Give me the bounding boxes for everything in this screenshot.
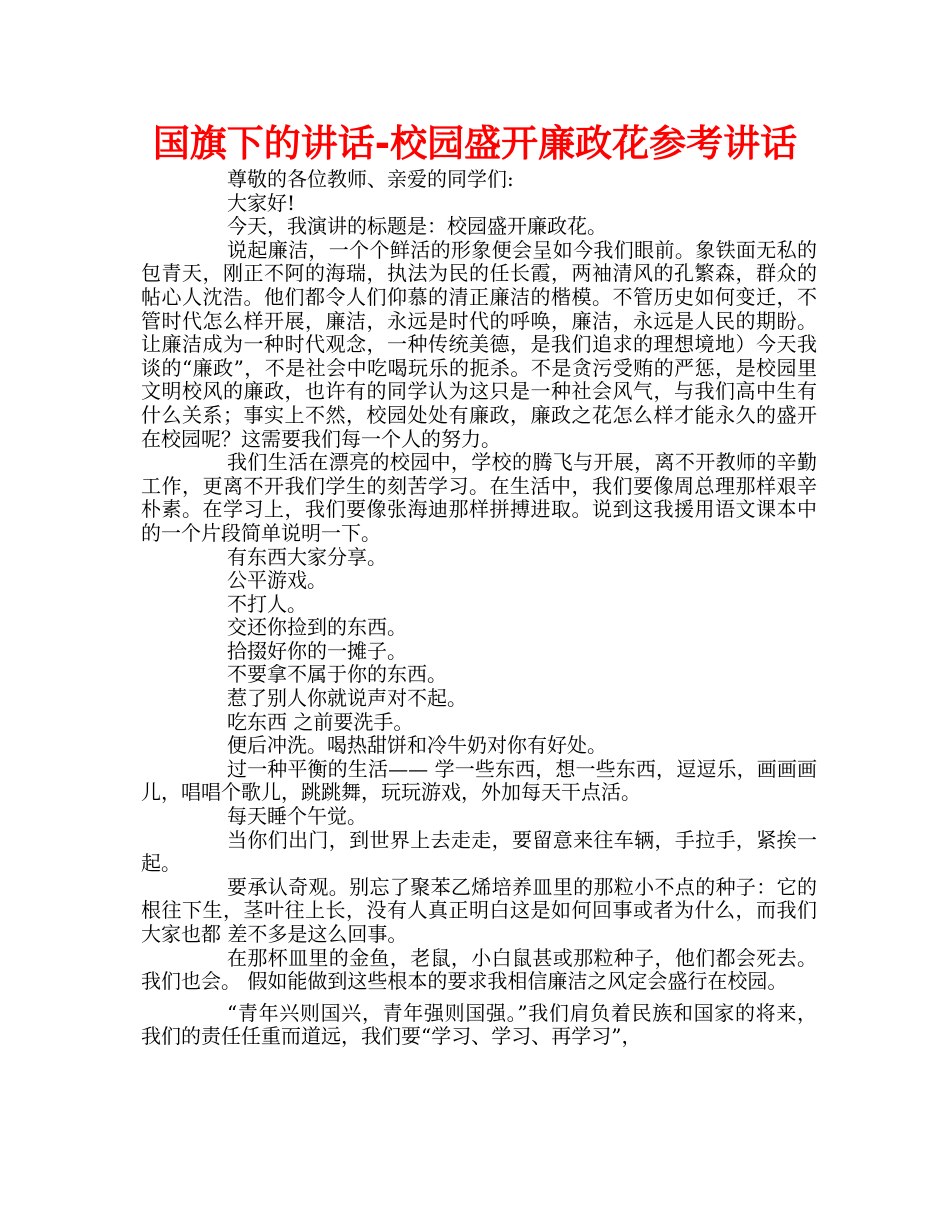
list-item: 便后冲洗。喝热甜饼和冷牛奶对你有好处。 [227,733,607,758]
list-item: 拾掇好你的一摊子。 [227,638,407,663]
list-item: 不打人。 [227,591,307,616]
paragraph: 我们生活在漂亮的校园中，学校的腾飞与开展，离不开教师的辛勤工作，更离不开我们学生的刻苦学习。在生活中，我们要像周总理那样艰辛朴素。在学习上，我们要像张海迪那样拼搏进取。说到这我援用语文课本中的一个片段简单说明一下。 [141,450,817,545]
list-item: 每天睡个午觉。 [227,804,367,829]
list-item: 公平游戏。 [227,568,327,593]
list-item: 吃东西 之前要洗手。 [227,709,414,734]
paragraph: 说起廉洁，一个个鲜活的形象便会呈如今我们眼前。象铁面无私的包青天，刚正不阿的海瑞，执法为民的任长霞，两袖清风的孔繁森，群众的帖心人沈浩。他们都令人们仰慕的清正廉洁的楷模。不管历史如何变迁，不管时代怎么样开展，廉洁，永远是时代的呼唤，廉洁，永远是人民的期盼。让廉洁成为一种时代观念，一种传统美德，是我们追求的理想境地）今天我谈的“廉政”，不是社会中吃喝玩乐的扼杀。不是贪污受贿的严惩，是校园里文明校风的廉政，也许有的同学认为这只是一种社会风气，与我们高中生有什么关系；事实上不然，校园处处有廉政，廉政之花怎么样才能永久的盛开在校园呢？这需要我们每一个人的努力。 [141,237,817,451]
greeting: 大家好! [227,190,296,215]
list-item: 不要拿不属于你的东西。 [227,662,447,687]
document-title: 国旗下的讲话-校园盛开廉政花参考讲话 [152,122,798,165]
paragraph: 当你们出门，到世界上去走走，要留意来往车辆，手拉手，紧挨一起。 [141,827,817,876]
paragraph: 在那杯皿里的金鱼，老鼠，小白鼠甚或那粒种子，他们都会死去。我们也会。 假如能做到这些根本的要求我相信廉洁之风定会盛行在校园。 [141,945,817,994]
list-item: 交还你捡到的东西。 [227,615,407,640]
paragraph: 过一种平衡的生活—— 学一些东西，想一些东西，逗逗乐，画画画儿，唱唱个歌儿，跳跳舞，玩玩游戏，外加每天干点活。 [141,756,817,805]
document-body [141,168,817,1049]
list-item: 惹了别人你就说声对不起。 [227,686,467,711]
list-item: 有东西大家分享。 [227,544,387,569]
paragraph: 今天，我演讲的标题是：校园盛开廉政花。 [227,214,607,239]
salutation: 尊敬的各位教师、亲爱的同学们: [227,167,514,191]
paragraph: “青年兴则国兴，青年强则国强。”我们肩负着民族和国家的将来，我们的责任任重而道远，我们要“学习、学习、再学习”， [141,1000,817,1049]
paragraph: 要承认奇观。别忘了聚苯乙烯培养皿里的那粒小不点的种子：它的根往下生，茎叶往上长，没有人真正明白这是如何回事或者为什么，而我们大家也都 差不多是这么回事。 [141,874,817,946]
